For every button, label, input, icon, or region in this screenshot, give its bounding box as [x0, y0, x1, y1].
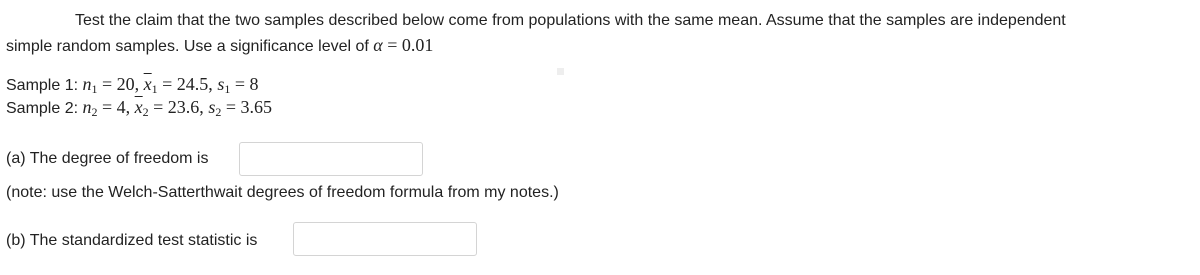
sample-2-n-symbol: n: [82, 97, 92, 117]
alpha-symbol: α: [373, 35, 383, 55]
sample-2-sd-symbol: s: [208, 97, 216, 117]
sample-2-sd-value: = 3.65: [221, 97, 272, 117]
test-statistic-input[interactable]: [293, 222, 477, 256]
problem-line-2-text: simple random samples. Use a significance level of: [6, 38, 369, 55]
sample-1-n-value: = 20,: [97, 74, 140, 94]
problem-statement: [6, 8, 1194, 59]
sample-2-stats: [83, 97, 272, 117]
sample-2-line: [6, 96, 272, 120]
sample-1-label: Sample 1:: [6, 77, 79, 94]
question-b-label: (b) The standardized test statistic is: [6, 232, 258, 249]
sample-2-sd-sub: 2: [215, 105, 222, 119]
sample-2-mean-sub: 2: [142, 105, 149, 119]
sample-2-n-value: = 4,: [97, 97, 131, 117]
sample-1-sd-value: = 8: [230, 74, 259, 94]
sample-1-line: [6, 73, 258, 97]
question-a-label: (a) The degree of freedom is: [6, 150, 209, 167]
significance-level: [373, 35, 433, 55]
question-a-note: (note: use the Welch-Satterthwait degrees of freedom formula from my notes.): [6, 184, 559, 201]
sample-2-label: Sample 2:: [6, 100, 79, 117]
placeholder-marker: [557, 68, 564, 75]
sample-1-mean-value: = 24.5,: [157, 74, 213, 94]
sample-1-stats: [83, 74, 259, 94]
sample-1-mean-symbol: $\overline{x}$: [143, 74, 152, 94]
sample-1-n-symbol: n: [82, 74, 92, 94]
sample-2-mean-symbol: $\overline{x}$: [134, 97, 143, 117]
degrees-of-freedom-input[interactable]: [239, 142, 423, 176]
sample-2-n-sub: 2: [91, 105, 98, 119]
sample-1-n-sub: 1: [91, 82, 98, 96]
alpha-value: = 0.01: [382, 35, 434, 55]
sample-1-mean-sub: 1: [151, 82, 158, 96]
sample-2-mean-value: = 23.6,: [148, 97, 204, 117]
sample-1-sd-symbol: s: [217, 74, 225, 94]
problem-line-1: Test the claim that the two samples described below come from populations with the same mean. Assume that the samples are independent: [75, 12, 1066, 29]
sample-1-sd-sub: 1: [224, 82, 231, 96]
problem-line-2: [6, 33, 1194, 59]
